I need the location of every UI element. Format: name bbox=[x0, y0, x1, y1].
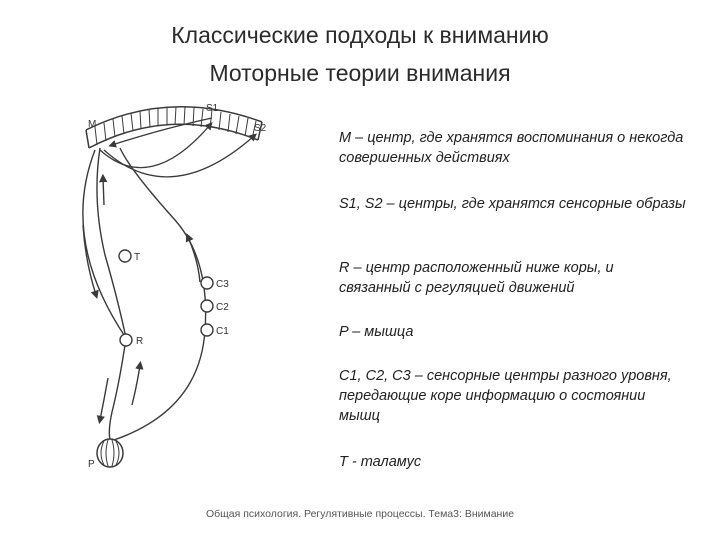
legend-s: S1, S2 – центры, где хранятся сенсорные образы bbox=[339, 196, 686, 212]
footer: Общая психология. Регулятивные процессы. Тема3: Внимание bbox=[205, 508, 515, 520]
legend-c: C1, C2, C3 – сенсорные центры разного уровня, передающие коре информацию о состоянии мышц bbox=[339, 368, 672, 424]
label-s2: S2 bbox=[254, 123, 267, 134]
label-p: P bbox=[88, 459, 95, 470]
afferent-path bbox=[114, 148, 206, 440]
label-c2: C2 bbox=[216, 302, 229, 313]
node-c3 bbox=[201, 277, 213, 289]
legend-t: T - таламус bbox=[339, 454, 422, 470]
label-m: M bbox=[88, 119, 97, 130]
legend-m: M – центр, где хранятся воспоминания о некогда совершенных действиях bbox=[339, 130, 684, 166]
node-c1 bbox=[201, 324, 213, 336]
motor-theory-diagram bbox=[0, 0, 330, 500]
node-r bbox=[120, 334, 132, 346]
label-s1: S1 bbox=[206, 103, 219, 114]
node-c2 bbox=[201, 300, 213, 312]
direction-arrows bbox=[83, 178, 200, 420]
slide-title: Классические подходы к вниманию bbox=[171, 22, 549, 48]
muscle-p bbox=[97, 439, 123, 467]
slide-subtitle: Моторные теории внимания bbox=[209, 60, 511, 86]
label-t: T bbox=[134, 252, 141, 263]
label-r: R bbox=[136, 336, 144, 347]
legend-r: R – центр расположенный ниже коры, и связанный с регуляцией движений bbox=[339, 260, 614, 296]
node-t bbox=[119, 250, 131, 262]
label-c3: C3 bbox=[216, 279, 229, 290]
legend-p: P – мышца bbox=[339, 324, 414, 340]
label-c1: C1 bbox=[216, 326, 229, 337]
